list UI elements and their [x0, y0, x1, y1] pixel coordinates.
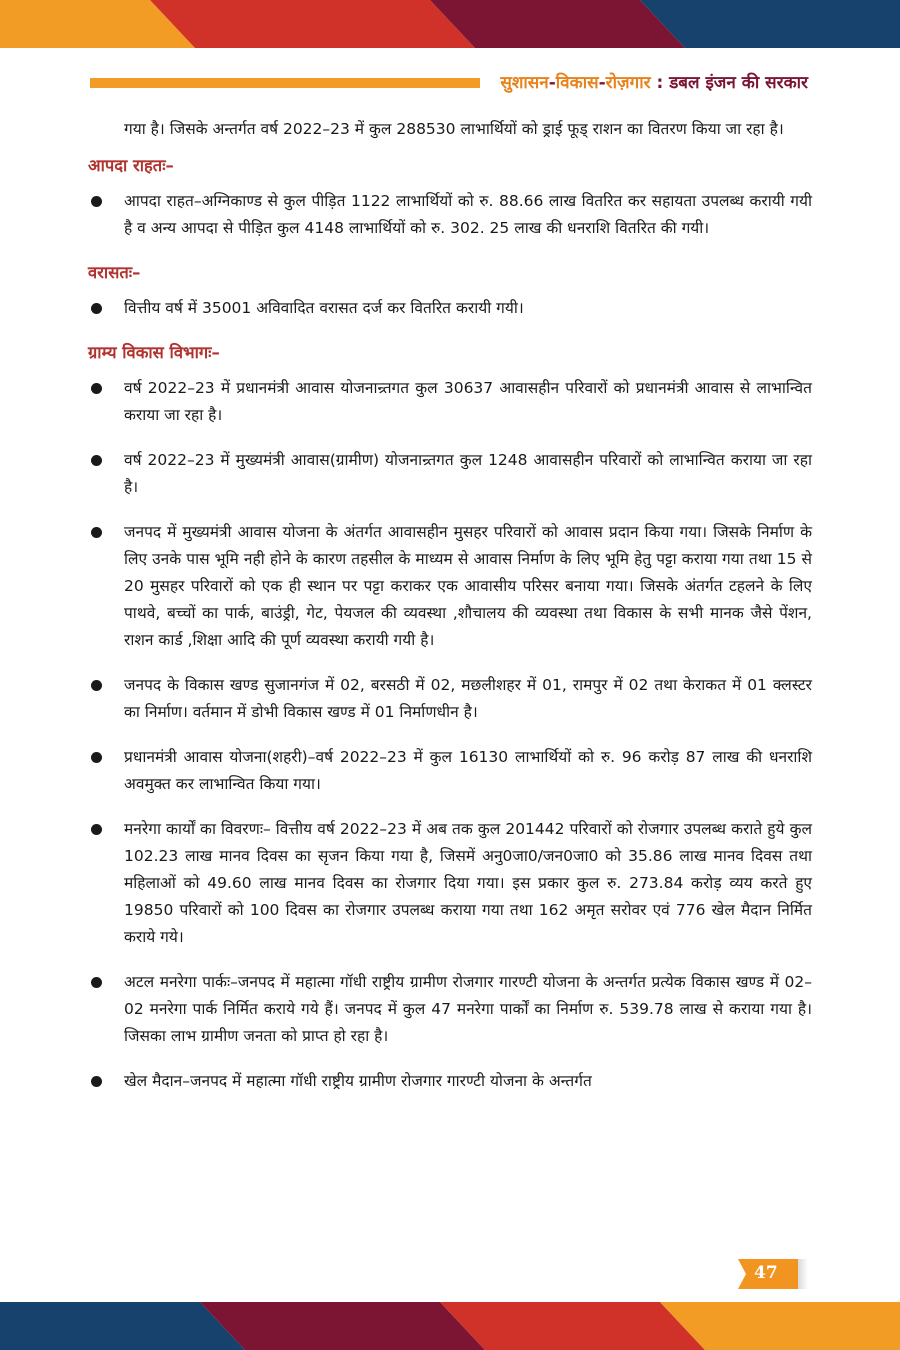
header-title: सुशासन-विकास-रोज़गार : डबल इंजन की सरकार	[500, 73, 808, 93]
section-heading-gramya: ग्राम्य विकास विभागः–	[88, 343, 220, 362]
section-heading-apda: आपदा राहतः–	[88, 156, 174, 175]
list-item: आपदा राहत–अग्निकाण्ड से कुल पीड़ित 1122 लाभार्थियों को रु. 88.66 लाख वितरित कर सहायता उपलब्ध करायी गयी है व अन्य आपदा से पीड़ित कुल 4148 लाभार्थियों को रु. 302. 25 लाख की धनराशि वितरित की गयी।	[88, 188, 812, 242]
page-number: 47	[754, 1263, 778, 1283]
bottom-decorative-band	[0, 1302, 900, 1350]
list-item: वर्ष 2022–23 में प्रधानमंत्री आवास योजनान्र्तगत कुल 30637 आवासहीन परिवारों को प्रधानमंत्री आवास से लाभान्वित कराया जा रहा है।	[88, 375, 812, 429]
header-rule	[90, 78, 480, 88]
list-item: मनरेगा कार्यों का विवरणः– वित्तीय वर्ष 2022–23 में अब तक कुल 201442 परिवारों को रोजगार उपलब्ध कराते हुये कुल 102.23 लाख मानव दिवस का सृजन किया गया है, जिसमें अनु0जा0/जन0जा0 को 35.86 लाख मानव दिवस तथा महिलाओं को 49.60 लाख मानव दिवस का रोजगार दिया गया। इस प्रकार कुल रु. 273.84 करोड़ व्यय करते हुए 19850 परिवारों को 100 दिवस का रोजगार उपलब्ध कराया गया तथा 162 अमृत सरोवर एवं 776 खेल मैदान निर्मित कराये गये।	[88, 816, 812, 951]
page-curl-shadow	[798, 1259, 808, 1289]
list-item: वर्ष 2022–23 में मुख्यमंत्री आवास(ग्रामीण) योजनान्र्तगत कुल 1248 आवासहीन परिवारों को लाभान्वित कराया जा रहा है।	[88, 447, 812, 501]
list-item: जनपद में मुख्यमंत्री आवास योजना के अंतर्गत आवासहीन मुसहर परिवारों को आवास प्रदान किया गया। जिसके निर्माण के लिए उनके पास भूमि नही होने के कारण तहसील के माध्यम से आवास निर्माण के लिए भूमि हेतु पट्टा कराया गया तथा 15 से 20 मुसहर परिवारों को एक ही स्थान पर पट्टा कराकर एक आवासीय परिसर बनाया गया। जिसके अंतर्गत टहलने के लिए पाथवे, बच्चों का पार्क, बाउंड्री, गेट, पेयजल की व्यवस्था ,शौचालय की व्यवस्था तथा विकास के सभी मानक जैसे पेंशन, राशन कार्ड ,शिक्षा आदि की पूर्ण व्यवस्था करायी गयी है।	[88, 519, 812, 654]
top-decorative-band	[0, 0, 900, 48]
list-item: अटल मनरेगा पार्कः–जनपद में महात्मा गॉधी राष्ट्रीय ग्रामीण रोजगार गारण्टी योजना के अन्तर्गत प्रत्येक विकास खण्ड में 02–02 मनरेगा पार्क निर्मित कराये गये हैं। जनपद में कुल 47 मनरेगा पार्कों का निर्माण रु. 539.78 लाख से कराया गया है। जिसका लाभ ग्रामीण जनता को प्राप्त हो रहा है।	[88, 969, 812, 1050]
list-item: खेल मैदान–जनपद में महात्मा गॉधी राष्ट्रीय ग्रामीण रोजगार गारण्टी योजना के अन्तर्गत	[88, 1068, 812, 1095]
list-item: जनपद के विकास खण्ड सुजानगंज में 02, बरसठी में 02, मछलीशहर में 01, रामपुर में 02 तथा केराकत में 01 क्लस्टर का निर्माण। वर्तमान में डोभी विकास खण्ड में 01 निर्माणधीन है।	[88, 672, 812, 726]
intro-paragraph: गया है। जिसके अन्तर्गत वर्ष 2022–23 में कुल 288530 लाभार्थियों को ड्राई फूड् राशन का वितरण किया जा रहा है।	[124, 120, 784, 138]
page-number-tab	[738, 1259, 808, 1289]
varasat-list	[88, 295, 812, 322]
list-item: वित्तीय वर्ष में 35001 अविवादित वरासत दर्ज कर वितरित करायी गयी।	[88, 295, 812, 322]
section-heading-varasat: वरासतः–	[88, 263, 141, 282]
list-item: प्रधानमंत्री आवास योजना(शहरी)–वर्ष 2022–23 में कुल 16130 लाभार्थियों को रु. 96 करोड़ 87 लाख की धनराशि अवमुक्त कर लाभान्वित किया गया।	[88, 744, 812, 798]
apda-list	[88, 188, 812, 242]
page-content	[88, 116, 812, 1113]
gramya-list	[88, 375, 812, 1095]
